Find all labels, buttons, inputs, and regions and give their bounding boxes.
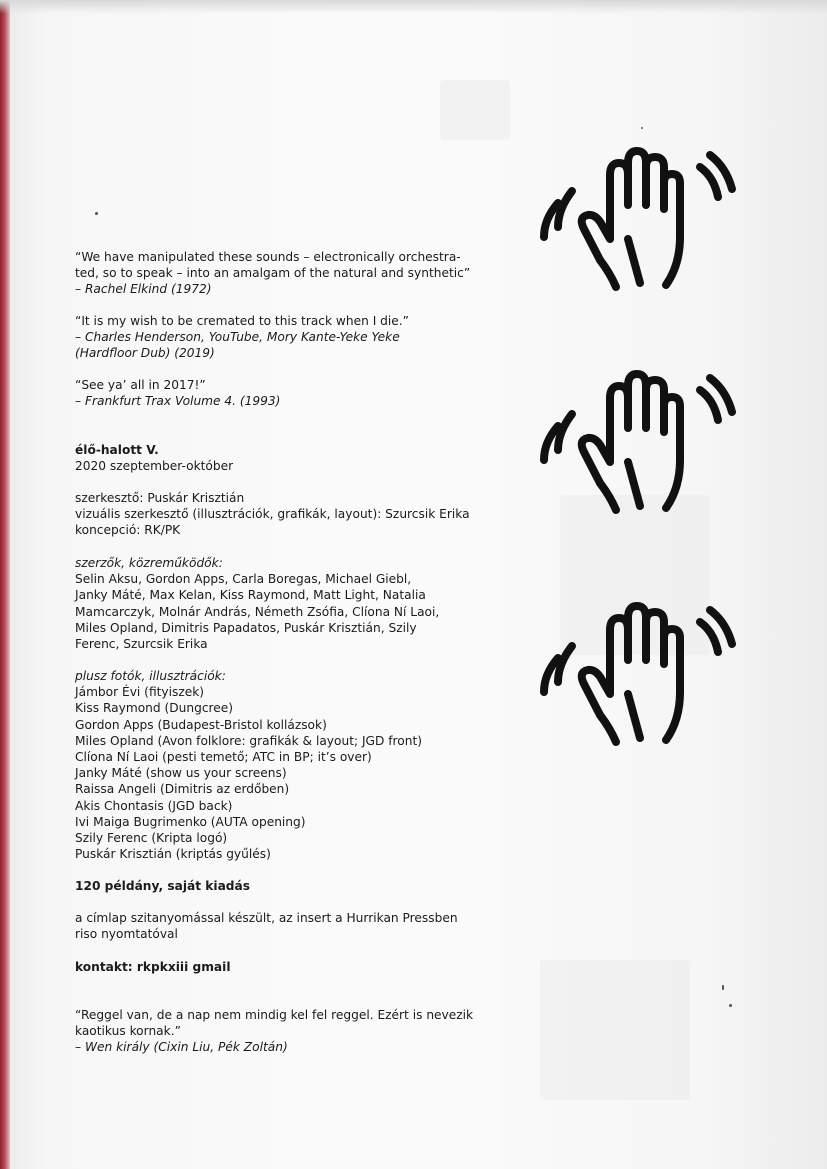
quote-attribution: – Wen király (Cixin Liu, Pék Zoltán) xyxy=(75,1040,288,1055)
editor-line: vizuális szerkesztő (illusztrációk, grafikák, layout): Szurcsik Erika xyxy=(75,507,470,522)
waving-hand-icon xyxy=(538,368,738,518)
contributors-line: Miles Opland, Dimitris Papadatos, Puskár Krisztián, Szily xyxy=(75,620,417,635)
waving-hand-icon xyxy=(538,145,738,295)
editors xyxy=(75,490,495,539)
issue-info xyxy=(75,442,495,474)
quote-wen xyxy=(75,1007,495,1056)
contact-text: kontakt: rkpkxiii gmail xyxy=(75,960,231,974)
photo-credit: Ivi Maiga Bugrimenko (AUTA opening) xyxy=(75,814,306,829)
show-through-artifact xyxy=(540,960,690,1100)
contributors-line: Mamcarczyk, Molnár András, Németh Zsófia, Clíona Ní Laoi, xyxy=(75,604,440,619)
show-through-artifact xyxy=(440,80,510,140)
photo-credit: Szily Ferenc (Kripta logó) xyxy=(75,831,228,846)
print-note-line: a címlap szitanyomással készült, az insert a Hurrikan Pressben xyxy=(75,911,458,925)
quote-attribution: – Charles Henderson, YouTube, Mory Kante-Yeke Yeke xyxy=(75,330,400,345)
quote-line: “We have manipulated these sounds – electronically orchestra- xyxy=(75,250,461,264)
print-note xyxy=(75,910,495,942)
quote-line: ted, so to speak – into an amalgam of the natural and synthetic” xyxy=(75,266,471,281)
scan-speck xyxy=(641,127,643,129)
quote-attribution: – Frankfurt Trax Volume 4. (1993) xyxy=(75,394,281,409)
editor-line: szerkesztő: Puskár Krisztián xyxy=(75,491,245,505)
photo-credit: Clíona Ní Laoi (pesti temető; ATC in BP; it’s over) xyxy=(75,750,372,765)
contributors-heading: szerzők, közreműködők: xyxy=(75,556,223,570)
quote-attribution: (Hardfloor Dub) (2019) xyxy=(75,346,215,361)
photo-credit: Kiss Raymond (Dungcree) xyxy=(75,701,234,716)
photo-credit: Janky Máté (show us your screens) xyxy=(75,766,287,781)
issue-date: 2020 szeptember-október xyxy=(75,459,234,474)
contributors-line: Selin Aksu, Gordon Apps, Carla Boregas, Michael Giebl, xyxy=(75,572,412,587)
book-spine-edge xyxy=(0,0,10,1169)
issue-title: élő-halott V. xyxy=(75,443,159,457)
contributors-line: Janky Máté, Max Kelan, Kiss Raymond, Matt Light, Natalia xyxy=(75,588,426,603)
edition xyxy=(75,878,495,894)
scan-speck xyxy=(95,212,98,215)
photo-credit: Akis Chontasis (JGD back) xyxy=(75,798,233,813)
photo-credit: Puskár Krisztián (kriptás gyűlés) xyxy=(75,847,271,862)
quote-attribution: – Rachel Elkind (1972) xyxy=(75,282,212,297)
quote-line: “Reggel van, de a nap nem mindig kel fel reggel. Ezért is nevezik xyxy=(75,1008,474,1022)
contributors-line: Ferenc, Szurcsik Erika xyxy=(75,637,208,652)
contact xyxy=(75,959,495,975)
quote-line: “It is my wish to be cremated to this track when I die.” xyxy=(75,314,409,328)
quote-elkind xyxy=(75,249,495,298)
top-shadow xyxy=(0,0,827,14)
scan-speck xyxy=(729,1004,732,1007)
edition-text: 120 példány, saját kiadás xyxy=(75,879,251,893)
quote-line: kaotikus kornak.” xyxy=(75,1024,181,1039)
photo-credit: Jámbor Évi (fityiszek) xyxy=(75,685,205,700)
quote-frankfurt xyxy=(75,377,495,409)
waving-hand-icon xyxy=(538,600,738,750)
contributors xyxy=(75,555,495,652)
scan-speck xyxy=(722,985,724,990)
photos-heading: plusz fotók, illusztrációk: xyxy=(75,669,226,683)
quote-line: “See ya’ all in 2017!” xyxy=(75,378,206,392)
quote-henderson xyxy=(75,313,495,362)
print-note-line: riso nyomtatóval xyxy=(75,927,178,942)
photo-credits xyxy=(75,668,495,862)
photo-credit: Gordon Apps (Budapest-Bristol kollázsok) xyxy=(75,717,327,732)
editor-line: koncepció: RK/PK xyxy=(75,523,181,538)
photo-credit: Raissa Angeli (Dimitris az erdőben) xyxy=(75,782,290,797)
photo-credit: Miles Opland (Avon folklore: grafikák & layout; JGD front) xyxy=(75,733,422,748)
